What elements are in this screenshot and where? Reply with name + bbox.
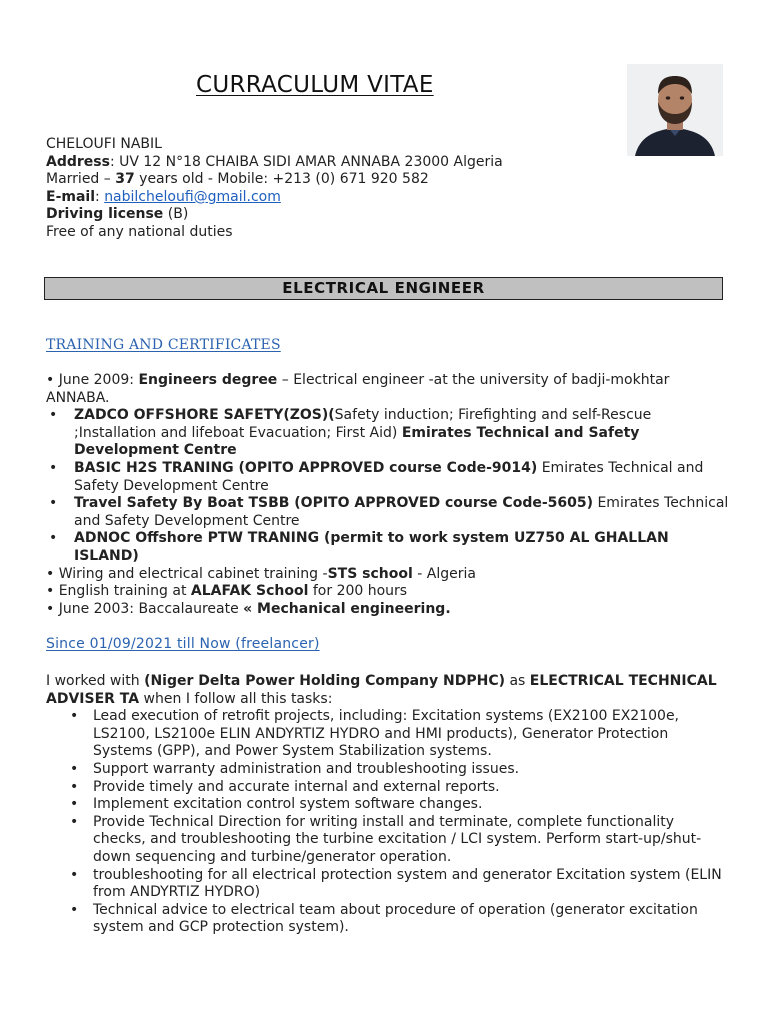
training-small-item: • English training at ALAFAK School for 200 hours	[46, 583, 408, 600]
duties-line: Free of any national duties	[46, 223, 233, 240]
experience-heading: Since 01/09/2021 till Now (freelancer)	[46, 636, 320, 652]
full-name: CHELOUFI NABIL	[46, 136, 162, 152]
task-item: • Provide Technical Direction for writing install and terminate, complete functionality checks, and troubleshooting the turbine excitation / LCI system. Perform start-up/shut-down sequencing and turbine/generator operation.	[70, 813, 702, 865]
address-label: Address	[46, 153, 110, 170]
task-item: • Implement excitation control system software changes.	[70, 796, 483, 813]
age-value: 37	[115, 171, 135, 188]
training-small-item: • June 2003: Baccalaureate « Mechanical engineering.	[46, 600, 451, 617]
profile-photo	[627, 64, 723, 156]
task-item: • Support warranty administration and troubleshooting issues.	[70, 760, 520, 777]
task-item: • Technical advice to electrical team about procedure of operation (generator excitation system and GCP protection system).	[70, 901, 698, 936]
certificate-item: • Travel Safety By Boat TSBB (OPITO APPROVED course Code-5605) Emirates Technical and Safety Development Centre	[49, 495, 729, 529]
status-line	[46, 171, 503, 189]
role-banner: ELECTRICAL ENGINEER	[44, 277, 723, 300]
training-heading: TRAINING AND CERTIFICATES	[46, 337, 281, 353]
training-list	[46, 372, 736, 618]
experience-intro: I worked with (Niger Delta Power Holding Company NDPHC) as ELECTRICAL TECHNICAL ADVISER TA when I follow all this tasks:	[46, 673, 717, 707]
married-suffix: years old - Mobile: +213 (0) 671 920 582	[134, 171, 429, 188]
license-label: Driving license	[46, 206, 164, 223]
certificate-item: • ZADCO OFFSHORE SAFETY(ZOS)(Safety induction; Firefighting and self-Rescue ;Installation and lifeboat Evacuation; First Aid) Emirates Technical and Safety Development Centre	[49, 407, 652, 459]
profile-photo-image	[627, 64, 723, 156]
married-prefix: Married –	[46, 171, 116, 188]
certificate-item: • ADNOC Offshore PTW TRANING (permit to work system UZ750 AL GHALLAN ISLAND)	[49, 530, 669, 564]
address-line	[46, 154, 503, 172]
email-link[interactable]: nabilcheloufi@gmail.com	[104, 188, 281, 205]
email-colon: :	[95, 188, 105, 205]
document-title: CURRACULUM VITAE	[196, 72, 434, 98]
degree-line: • June 2009: Engineers degree – Electrical engineer -at the university of badji-mokhtar ANNABA.	[46, 372, 670, 406]
task-list	[46, 708, 726, 937]
task-item: • Provide timely and accurate internal and external reports.	[70, 778, 500, 795]
email-label: E-mail	[46, 188, 96, 205]
email-line	[46, 189, 503, 207]
certificate-item: • BASIC H2S TRANING (OPITO APPROVED course Code-9014) Emirates Technical and Safety Development Centre	[49, 459, 704, 494]
personal-info	[46, 136, 503, 242]
license-value: (B)	[163, 206, 189, 223]
task-item: • troubleshooting for all electrical protection system and generator Excitation system (ELIN from ANDYRTIZ HYDRO)	[70, 866, 722, 901]
training-small-item: • Wiring and electrical cabinet training -STS school - Algeria	[46, 565, 476, 582]
certificate-list	[46, 407, 736, 565]
address-value: : UV 12 N°18 CHAIBA SIDI AMAR ANNABA 23000 Algeria	[109, 153, 503, 170]
license-line	[46, 206, 503, 224]
experience-block	[46, 673, 726, 937]
task-item: • Lead execution of retrofit projects, including: Excitation systems (EX2100 EX2100e, LS2100, LS2100e ELIN ANDYRTIZ HYDRO and HMI products), Generator Protection Systems (GPP), and Power System Stabilization systems.	[70, 708, 680, 760]
